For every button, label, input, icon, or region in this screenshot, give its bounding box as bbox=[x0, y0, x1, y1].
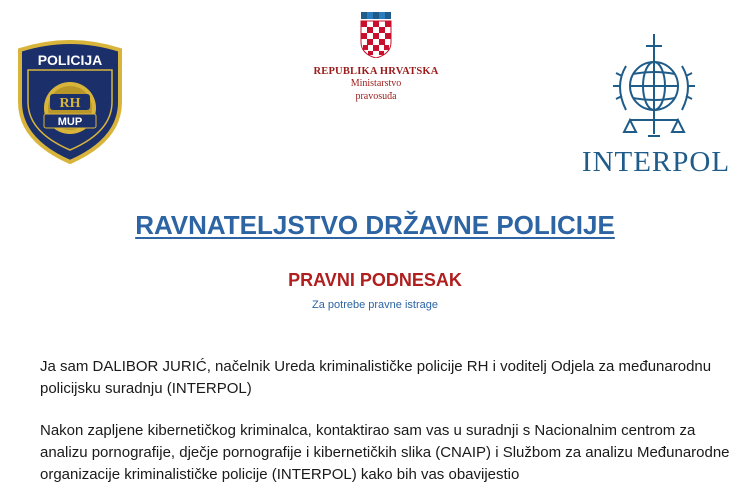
interpol-wordmark: INTERPOL bbox=[581, 146, 731, 178]
badge-rh-text: RH bbox=[59, 96, 81, 111]
police-badge-icon bbox=[14, 40, 126, 164]
badge-mup-text: MUP bbox=[57, 116, 83, 128]
interpol-logo bbox=[578, 30, 734, 180]
ministry-logo bbox=[296, 12, 456, 103]
police-badge-logo bbox=[14, 40, 126, 164]
interpol-emblem-icon bbox=[608, 32, 700, 140]
ministry-line-country: REPUBLIKA HRVATSKA bbox=[313, 66, 439, 77]
body-paragraph-1: Ja sam DALIBOR JURIĆ, načelnik Ureda kriminalističke policije RH i voditelj Odjela za međunarodnu policijsku suradnju (INTERPOL) bbox=[40, 358, 712, 397]
document-subtitle: PRAVNI PODNESAK bbox=[288, 270, 462, 290]
body-paragraph-2: Nakon zapljene kibernetičkog kriminalca, kontaktirao sam vas u suradnji s Nacionalnim centrom za analizu pornografije, dječje pornografije i kibernetičkih slika (CNAIP) i Službom za analizu Međunarodne organizacije kriminalističke policije (INTERPOL) kako bih vas obavijestio bbox=[40, 422, 730, 483]
document-caption: Za potrebe pravne istrage bbox=[312, 299, 438, 311]
ministry-line-ministry: Ministarstvo bbox=[350, 78, 402, 89]
croatian-coat-of-arms-icon bbox=[359, 12, 393, 58]
document-title: RAVNATELJSTVO DRŽAVNE POLICIJE bbox=[135, 210, 615, 240]
ministry-line-justice: pravosuđa bbox=[355, 91, 397, 102]
badge-top-text: POLICIJA bbox=[37, 52, 103, 68]
